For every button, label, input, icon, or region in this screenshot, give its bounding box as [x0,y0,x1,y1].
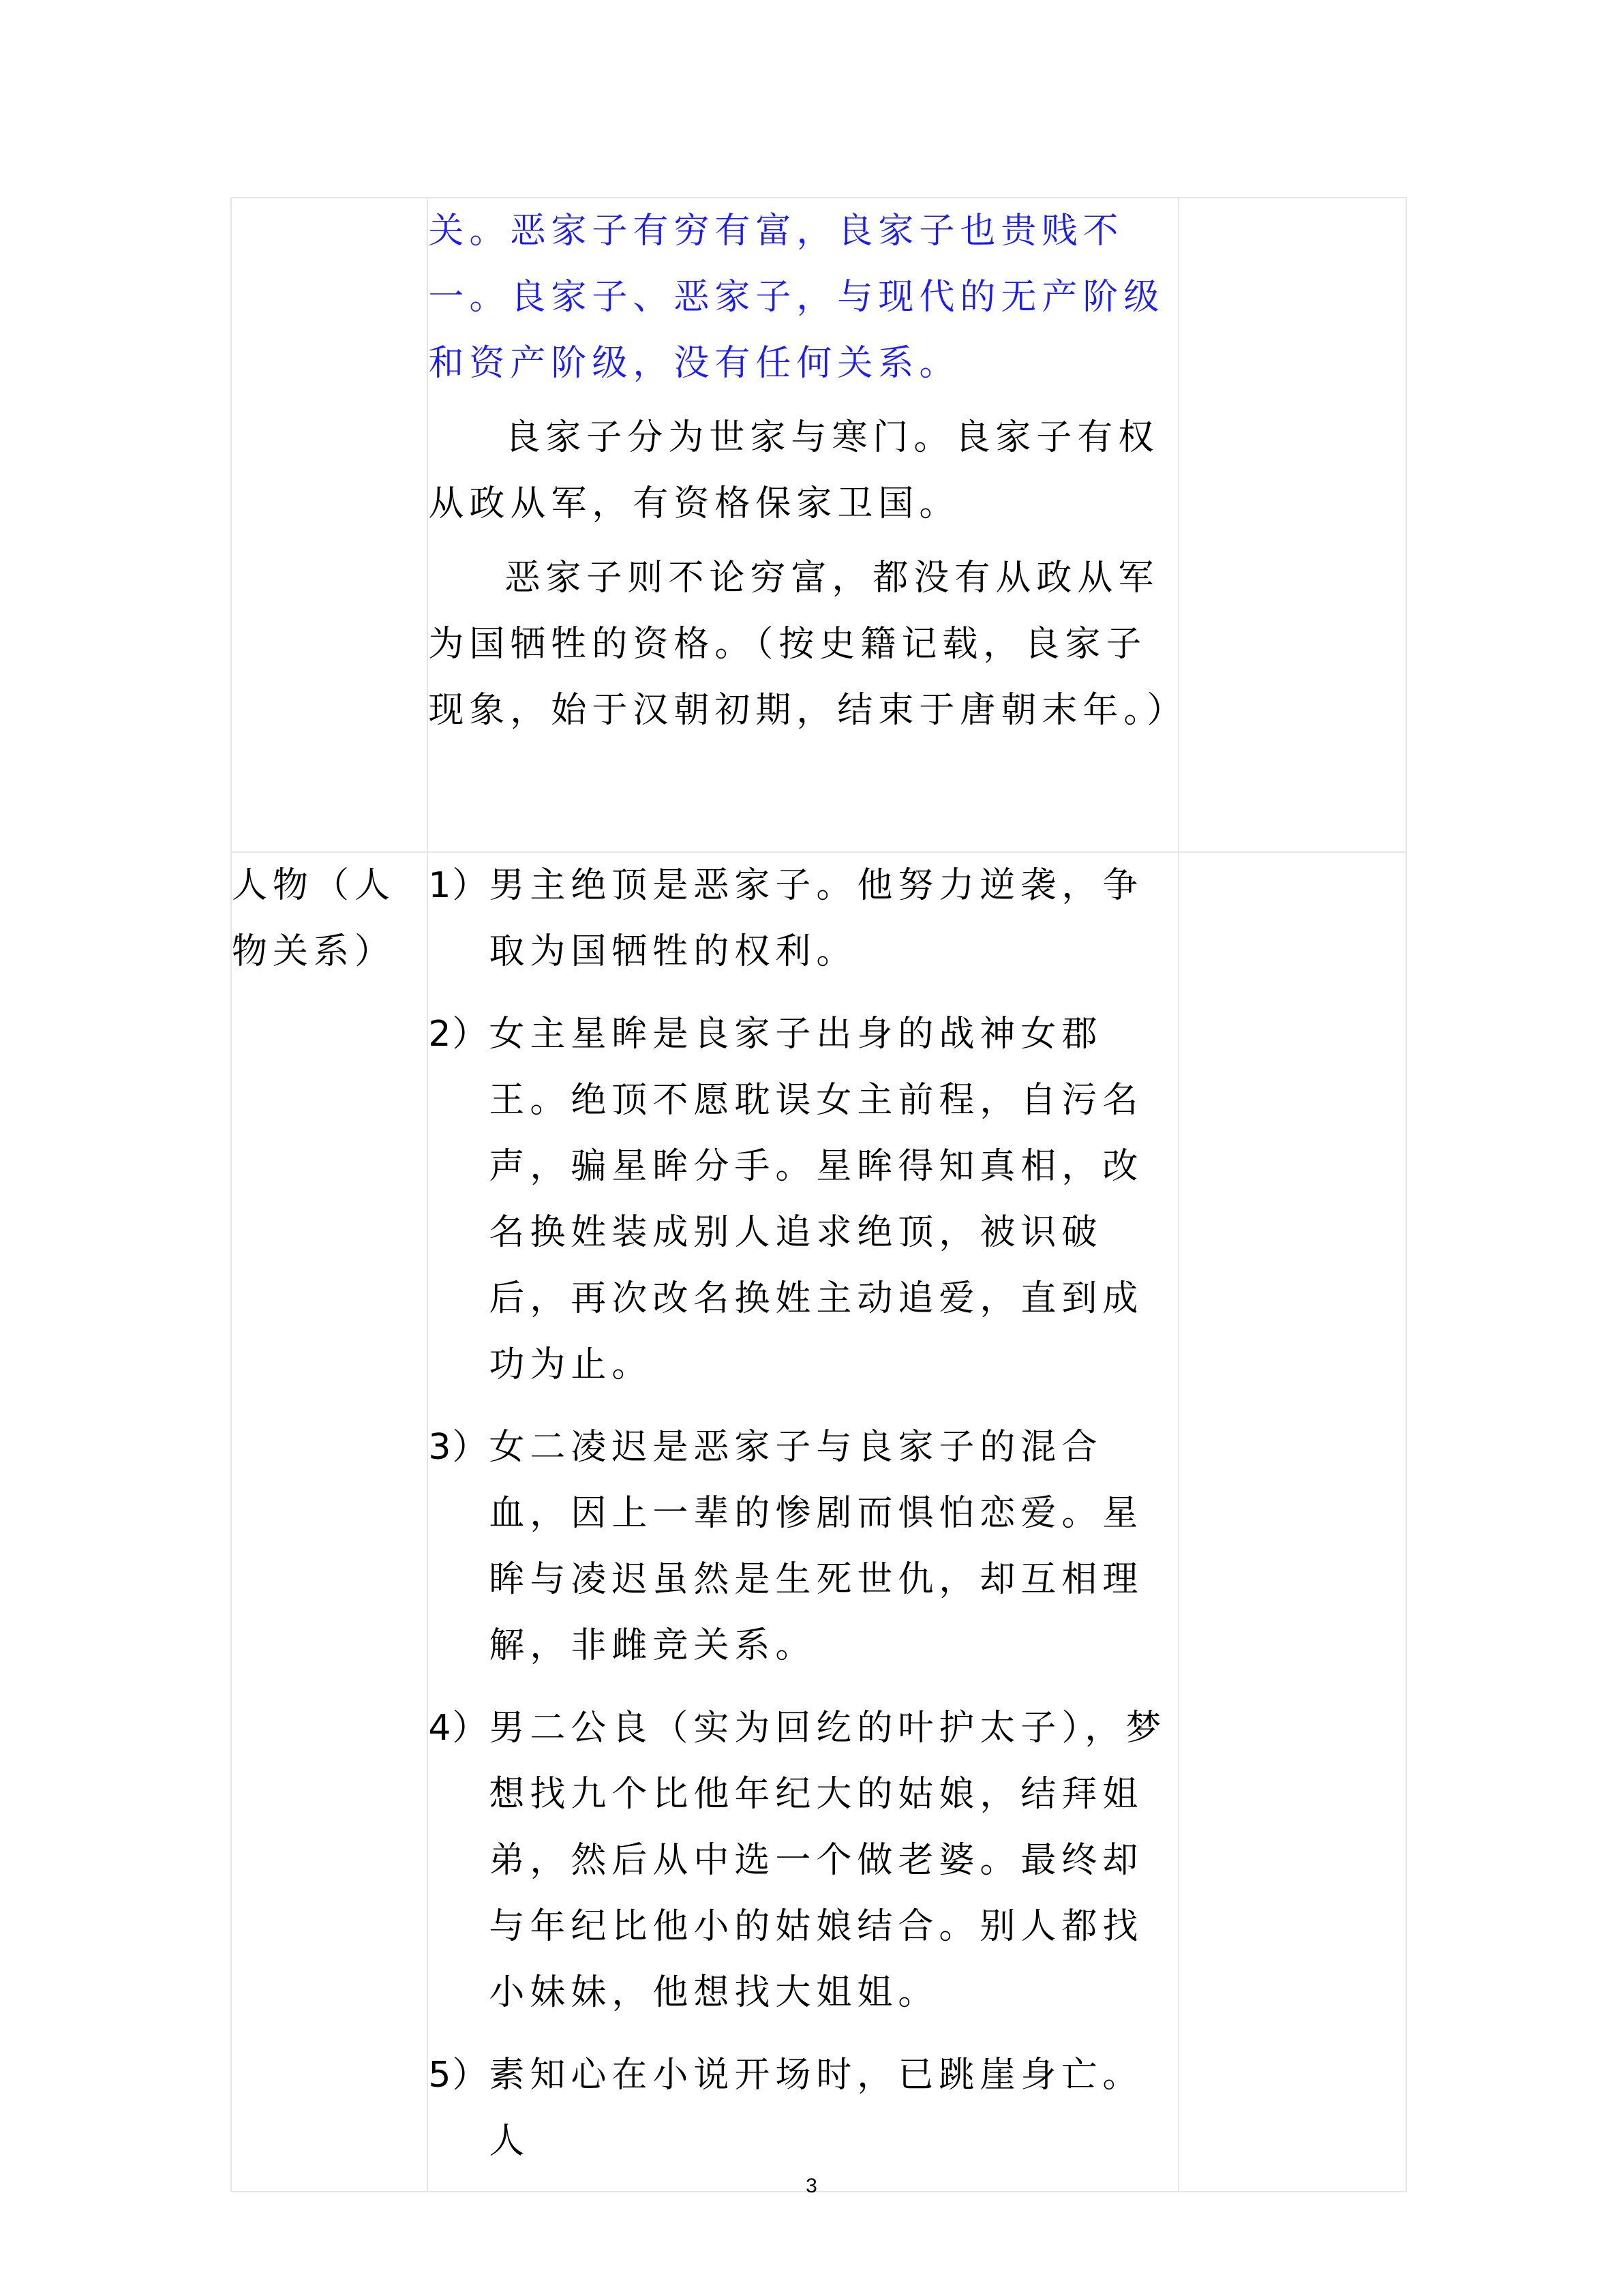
content-cell [427,198,1188,852]
highlighted-paragraph: 关。恶家子有穷有富，良家子也贵贱不一。良家子、恶家子，与现代的无产阶级和资产阶级，没有任何关系。 [428,211,1165,384]
list-number: 2） [428,1014,489,1055]
page-number: 3 [806,2175,817,2197]
list-item-text: 女二凌迟是恶家子与良家子的混合血，因上一辈的惨剧而惧怕恋爱。星眸与凌迟虽然是生死世仇，却互相理解，非雌竞关系。 [489,1427,1144,1666]
list-number: 1） [428,865,489,906]
notes-cell [1179,852,1406,2192]
row-label: 人物（人物关系） [232,865,396,972]
list-item [428,1001,1177,1398]
list-item [428,1695,1177,2026]
list-item-text: 男主绝顶是恶家子。他努力逆袭，争取为国牺牲的权利。 [489,865,1144,972]
table-row [231,852,1406,2192]
content-cell [427,852,1178,2192]
table-row [231,198,1406,852]
content-table [230,197,1407,2192]
list-number: 3） [428,1427,489,1468]
list-item-text: 素知心在小说开场时，已跳崖身亡。人 [489,2055,1144,2162]
list-item-text: 女主星眸是良家子出身的战神女郡王。绝顶不愿耽误女主前程，自污名声，骗星眸分手。星眸得知真相，改名换姓装成别人追求绝顶，被识破后，再次改名换姓主动追爱，直到成功为止。 [489,1014,1144,1385]
body-paragraph: 恶家子则不论穷富，都没有从政从军为国牺牲的资格。（按史籍记载，良家子现象，始于汉朝初期，结束于唐朝末年。） [428,558,1188,731]
list-item [428,2042,1177,2175]
label-cell [231,198,427,852]
list-number: 4） [428,1708,489,1749]
list-number: 5） [428,2055,489,2096]
label-cell [231,852,427,2192]
list-item [428,853,1177,985]
list-item-text: 男二公良（实为回纥的叶护太子），梦想找九个比他年纪大的姑娘，结拜姐弟，然后从中选一个做老婆。最终却与年纪比他小的姑娘结合。别人都找小妹妹，他想找大姐姐。 [489,1708,1167,2013]
body-paragraph: 良家子分为世家与寒门。良家子有权从政从军，有资格保家卫国。 [428,417,1159,524]
notes-cell [1179,198,1406,852]
list-item [428,1415,1177,1679]
